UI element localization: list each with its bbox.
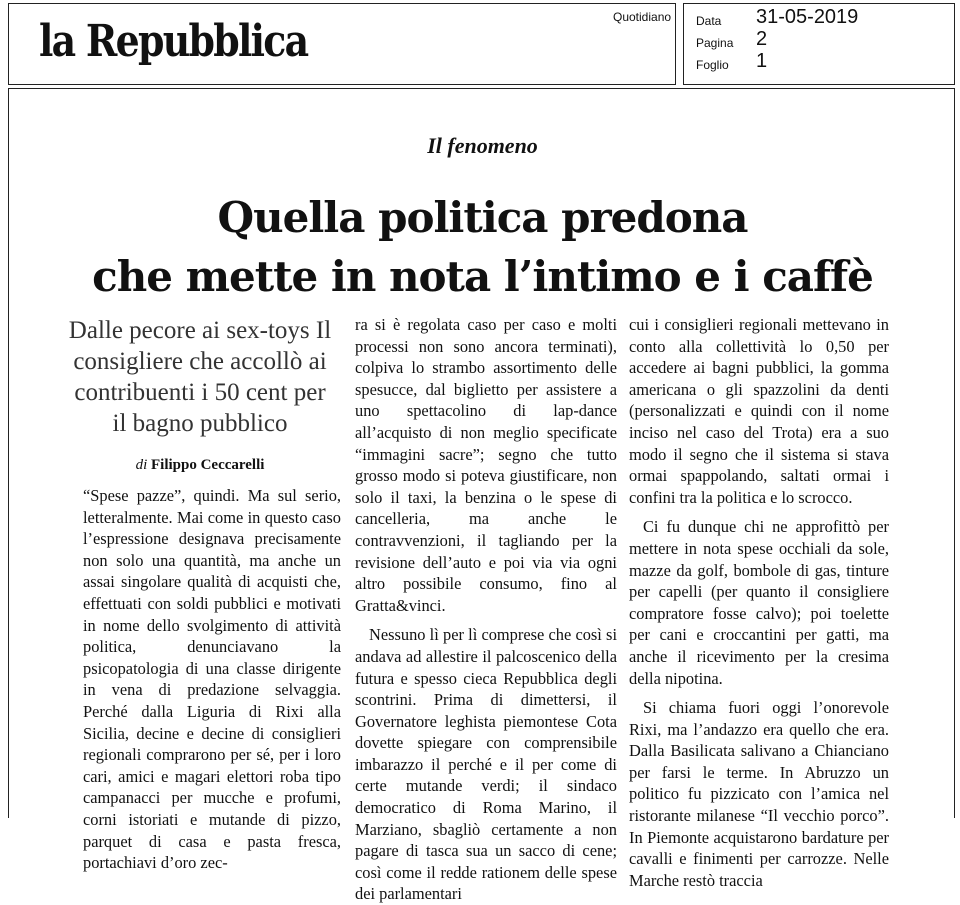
byline [65, 457, 335, 474]
date-value: 31-05-2019 [756, 6, 859, 28]
text-column-3 [629, 314, 889, 890]
text-column-2 [355, 314, 617, 904]
issue-meta-box [683, 3, 955, 85]
headline-line-1: Quella politica predona [217, 193, 748, 242]
column-1-paragraph-1: “Spese pazze”, quindi. Ma sul serio, letteralmente. Mai come in questo caso l’espressione designava precisamente non solo una quantità, ma anche un assai singolare qualità di acquisti che, effettuati con soldi pubblici e motivati in nome dello svolgimento di attività politica, denunciavano la psicopatologia di una classe dirigente in vena di predazione selvaggia. Perché dalla Liguria di Rixi alla Sicilia, decine e decine di consiglieri regionali comprarono per sé, per i loro cari, amici e magari elettori roba tipo campanacci per mucche e profumi, corni istoriati e mutande di pizzo, parquet di casa e pasta fresca, portachiavi d’oro zec- [83, 486, 341, 873]
column-2-paragraph-1: ra si è regolata caso per caso e molti processi non sono ancora terminati), colpiva lo strambo assortimento delle spesucce, dal biglietto per assistere a uno spettacolino di lap-dance all’acquisto di non meglio specificate “immagini sacre”; segno che tutto grosso modo si poteva giustificare, non solo il taxi, la benzina o le spese di cancelleria, ma anche le contravvenzioni, il tagliando per la revisione dell’auto e poi via via ogni altro possibile consumo, fino al Gratta&vinci. [355, 315, 617, 615]
author-name: Filippo Ceccarelli [150, 457, 265, 473]
text-column-1 [83, 485, 341, 873]
page-label: Pagina [696, 36, 734, 50]
sheet-value: 1 [756, 50, 768, 72]
column-3-paragraph-2: Ci fu dunque chi ne approfittò per mettere in nota spese occhiali da sole, mazze da golf, bombole di gas, tinture per capelli (per quanto il consigliere compratore fosse calvo); poi toelette per cani e croccantini per gatti, ma anche il ricevimento per la cresima della nipotina. [629, 517, 889, 688]
column-2-paragraph-2: Nessuno lì per lì comprese che così si andava ad allestire il palcoscenico della futura e spesso cieca Repubblica degli scontrini. Prima di dimettersi, il Governatore leghista piemontese Cota dovette spiegare con comprensibile imbarazzo il perché e il per come di certe mutande verdi; il sindaco democratico di Roma Marino, il Marziano, sbagliò certamente a non pagare di tasca sua un sacco di cene; così come il redde rationem delle spese dei parlamentari [355, 625, 617, 904]
sheet-label: Foglio [696, 58, 729, 72]
headline-line-2: che mette in nota l’intimo e i caffè [92, 252, 873, 301]
article-clipping [8, 88, 955, 904]
column-3-paragraph-3: Si chiama fuori oggi l’onorevole Rixi, ma l’andazzo era quello che era. Dalla Basilicata salivano a Chianciano per farsi le terme. In Abruzzo un politico fu pizzicato con l’amica nel ristorante milanese “Il vecchio porco”. In Piemonte acquistarono bardature per cavalli e finimenti per carrozze. Nelle Marche restò traccia [629, 698, 889, 890]
article-deck: Dalle pecore ai sex-toys Il consigliere che accollò ai contribuenti i 50 cent per il bagno pubblico [68, 317, 332, 437]
page-value: 2 [756, 28, 768, 50]
date-label: Data [696, 14, 722, 28]
periodicity-label: Quotidiano [613, 10, 672, 24]
article-kicker: Il fenomeno [427, 133, 538, 158]
column-3-paragraph-1: cui i consiglieri regionali mettevano in conto alla collettività lo 0,50 per accedere ai bagni pubblici, la gomma americana o gli spazzolini da denti (personalizzati e quindi con il nome inciso nel caso del Trota) era a suo modo il segno che il sistema si stava ormai spappolando, saltati ormai i confini tra la politica e lo scrocco. [629, 315, 889, 507]
masthead-box [8, 3, 676, 85]
newspaper-masthead: la Repubblica [39, 16, 308, 67]
byline-prefix: di [135, 457, 148, 473]
